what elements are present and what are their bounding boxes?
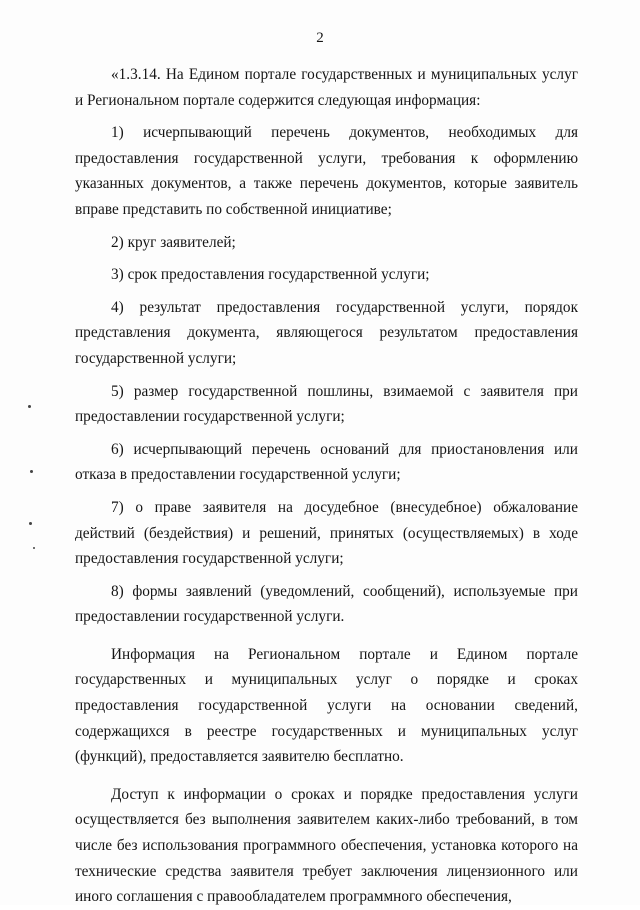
page-number: 2	[316, 30, 324, 46]
list-item-6: 6) исчерпывающий перечень оснований для приостановления или отказа в предоставлении государственной услуги;	[75, 440, 578, 484]
scan-speck	[30, 470, 33, 473]
paragraph-access: Доступ к информации о сроках и порядке предоставления услуги осуществляется без выполнения заявителем каких-либо требований, в том числе без использования программного обеспечения, установка которого на технические средства заявителя требует заключения лицензионного или иного соглашения с правообладателем программного обеспечения,	[75, 785, 578, 906]
list-item-8: 8) формы заявлений (уведомлений, сообщений), используемые при предоставлении государственной услуги.	[75, 582, 578, 626]
list-item-1: 1) исчерпывающий перечень документов, необходимых для предоставления государственной услуги, требования к оформлению указанных документов, а также перечень документов, которые заявитель вправе представить по собственной инициативе;	[75, 124, 578, 218]
paragraph-information-free: Информация на Региональном портале и Едином портале государственных и муниципальных услуг о порядке и сроках предоставления государственной услуги на основании сведений, содержащихся в реестре государственных и муниципальных услуг (функций), предоставляется заявителю бесплатно.	[75, 645, 578, 766]
list-item-7: 7) о праве заявителя на досудебное (внесудебное) обжалование действий (бездействия) и решений, принятых (осуществляемых) в ходе предоставления государственной услуги;	[75, 498, 578, 568]
scan-speck	[28, 405, 31, 408]
list-item-4: 4) результат предоставления государственной услуги, порядок представления документа, являющегося результатом предоставления государственной услуги;	[75, 298, 578, 367]
scan-speck	[29, 522, 32, 525]
list-item-2: 2) круг заявителей;	[111, 233, 236, 251]
document-body	[75, 62, 578, 910]
paragraph-intro: «1.3.14. На Едином портале государственных и муниципальных услуг и Региональном портале содержится следующая информация:	[75, 66, 578, 109]
scan-speck	[33, 547, 35, 549]
list-item-3: 3) срок предоставления государственной услуги;	[111, 266, 430, 284]
list-item-5: 5) размер государственной пошлины, взимаемой с заявителя при предоставлении государственной услуги;	[75, 382, 578, 426]
